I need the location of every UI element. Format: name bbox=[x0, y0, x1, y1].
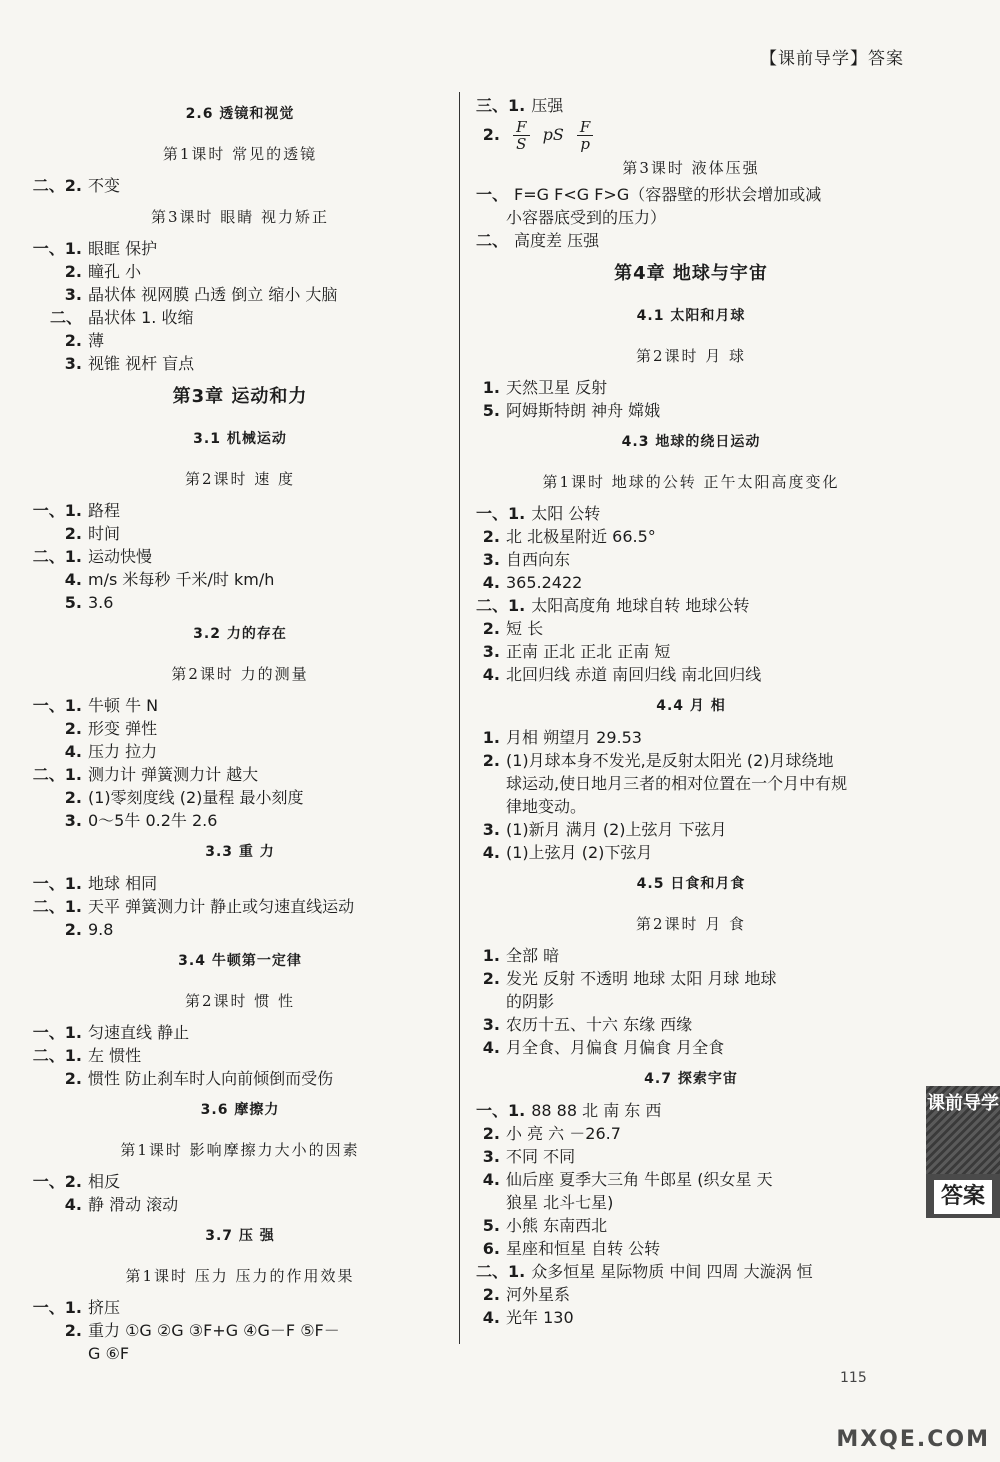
item-number: 2. bbox=[482, 619, 500, 638]
answer-line bbox=[476, 772, 906, 795]
item-number: 2. bbox=[482, 527, 500, 546]
answer-line bbox=[30, 545, 450, 568]
item-answer: 正南 正北 正北 正南 短 bbox=[506, 642, 671, 661]
item-number: 5. bbox=[482, 401, 500, 420]
item-answer: 重力 ①G ②G ③F+G ④G－F ⑤F－ bbox=[88, 1321, 340, 1340]
item-number: 2. bbox=[64, 524, 82, 543]
item-number: 二、1. bbox=[32, 897, 82, 916]
answer-line bbox=[476, 1145, 906, 1168]
page-number: 115 bbox=[840, 1370, 867, 1386]
item-number: 4. bbox=[482, 1170, 500, 1189]
item-number: 3. bbox=[64, 811, 82, 830]
lesson-heading: 第2课时 速 度 bbox=[184, 470, 296, 488]
item-number: 6. bbox=[482, 1239, 500, 1258]
lesson-heading: 第2课时 月 球 bbox=[635, 347, 747, 365]
item-answer: 瞳孔 小 bbox=[88, 262, 142, 281]
answer-list bbox=[30, 694, 450, 832]
answer-line bbox=[30, 260, 450, 283]
answer-line bbox=[30, 809, 450, 832]
answer-line bbox=[30, 237, 450, 260]
lesson-heading: 第2课时 月 食 bbox=[635, 915, 747, 933]
item-number: 5. bbox=[64, 593, 82, 612]
answer-list bbox=[476, 944, 906, 1059]
chapter-heading: 第3章 运动和力 bbox=[172, 386, 308, 407]
answer-line bbox=[30, 786, 450, 809]
section-heading: 3.4 牛顿第一定律 bbox=[178, 953, 302, 969]
fraction: $\frac{F}{p}$ bbox=[577, 119, 593, 152]
left-column bbox=[30, 94, 450, 1365]
item-answer: 不同 不同 bbox=[506, 1147, 576, 1166]
item-number: 1. bbox=[482, 378, 500, 397]
item-answer: 路程 bbox=[88, 501, 121, 520]
answer-line bbox=[476, 990, 906, 1013]
answer-line bbox=[30, 1044, 450, 1067]
answer-list bbox=[476, 376, 906, 422]
answer-list bbox=[476, 183, 906, 252]
section-heading: 4.3 地球的绕日运动 bbox=[621, 434, 761, 450]
answer-line bbox=[30, 1296, 450, 1319]
item-answer: (1)零刻度线 (2)量程 最小刻度 bbox=[88, 788, 304, 807]
chapter-heading: 第4章 地球与宇宙 bbox=[614, 263, 768, 284]
item-answer: 3.6 bbox=[88, 593, 114, 612]
section-heading: 3.7 压 强 bbox=[205, 1228, 275, 1244]
answer-list bbox=[30, 237, 450, 375]
answer-line bbox=[476, 1306, 906, 1329]
item-answer: m/s 米每秒 千米/时 km/h bbox=[88, 570, 275, 589]
item-answer: 律地变动。 bbox=[506, 797, 587, 816]
item-number: 5. bbox=[482, 1216, 500, 1235]
item-answer: (1)上弦月 (2)下弦月 bbox=[506, 843, 653, 862]
item-number: 一、1. bbox=[32, 696, 82, 715]
answer-line bbox=[30, 591, 450, 614]
answer-line bbox=[476, 1036, 906, 1059]
item-number: 4. bbox=[482, 843, 500, 862]
item-answer: 小熊 东南西北 bbox=[506, 1216, 608, 1235]
answer-line bbox=[30, 352, 450, 375]
formula-line: 2. $\frac{F}{S}$ pS $\frac{F}{p}$ bbox=[476, 117, 906, 153]
answer-line bbox=[476, 229, 906, 252]
item-answer: 运动快慢 bbox=[88, 547, 153, 566]
item-number: 3. bbox=[482, 550, 500, 569]
item-number: 二、1. bbox=[476, 1262, 526, 1281]
answer-line bbox=[30, 1021, 450, 1044]
answer-line bbox=[30, 522, 450, 545]
item-number: 2. bbox=[64, 331, 82, 350]
item-answer: 阿姆斯特朗 神舟 嫦娥 bbox=[506, 401, 661, 420]
answer-line bbox=[476, 726, 906, 749]
item-answer: 9.8 bbox=[88, 920, 114, 939]
item-number: 一、 bbox=[476, 185, 509, 204]
item-answer: 薄 bbox=[88, 331, 105, 350]
item-number: 一、1. bbox=[476, 1101, 526, 1120]
answer-line bbox=[30, 763, 450, 786]
fraction: $\frac{F}{S}$ bbox=[513, 119, 529, 152]
lesson-heading: 第3课时 眼睛 视力矫正 bbox=[150, 208, 330, 226]
answer-line bbox=[30, 283, 450, 306]
answer-line bbox=[476, 749, 906, 772]
side-tab-title: 课前导学 bbox=[926, 1086, 1000, 1174]
answer-line bbox=[30, 1067, 450, 1090]
side-tab-label: 答案 bbox=[934, 1180, 992, 1214]
answer-line bbox=[476, 795, 906, 818]
item-answer: 星座和恒星 自转 公转 bbox=[506, 1239, 661, 1258]
answer-line: 二、2. 不变 bbox=[32, 176, 121, 195]
answer-line bbox=[30, 694, 450, 717]
item-number: 二、1. bbox=[32, 1046, 82, 1065]
item-number: 1. bbox=[482, 946, 500, 965]
answer-list bbox=[30, 1021, 450, 1090]
section-heading: 3.3 重 力 bbox=[205, 844, 275, 860]
item-answer: 光年 130 bbox=[506, 1308, 574, 1327]
answer-line bbox=[476, 399, 906, 422]
answer-line bbox=[476, 944, 906, 967]
lesson-heading: 第1课时 影响摩擦力大小的因素 bbox=[120, 1141, 360, 1159]
answer-line bbox=[476, 967, 906, 990]
answer-line bbox=[476, 1168, 906, 1191]
answer-line bbox=[476, 1122, 906, 1145]
answer-line bbox=[476, 640, 906, 663]
answer-line bbox=[476, 206, 906, 229]
item-answer: 仙后座 夏季大三角 牛郎星 (织女星 天 bbox=[506, 1170, 773, 1189]
answer-line bbox=[476, 594, 906, 617]
answer-line bbox=[30, 895, 450, 918]
item-number: 一、1. bbox=[32, 239, 82, 258]
item-number: 二、1. bbox=[476, 596, 526, 615]
section-heading: 4.5 日食和月食 bbox=[636, 876, 746, 892]
item-answer: 自西向东 bbox=[506, 550, 571, 569]
item-answer: 晶状体 视网膜 凸透 倒立 缩小 大脑 bbox=[88, 285, 338, 304]
item-number: 4. bbox=[64, 742, 82, 761]
item-number: 4. bbox=[482, 1038, 500, 1057]
answer-list bbox=[30, 872, 450, 941]
answer-list bbox=[30, 1296, 450, 1365]
side-tab bbox=[926, 1086, 1000, 1218]
item-answer: F=G F<G F>G（容器壁的形状会增加或减 bbox=[514, 185, 822, 204]
item-answer: 0～5牛 0.2牛 2.6 bbox=[88, 811, 218, 830]
item-answer: G ⑥F bbox=[88, 1344, 130, 1363]
answer-line bbox=[476, 571, 906, 594]
section-heading: 3.1 机械运动 bbox=[193, 431, 287, 447]
answer-line bbox=[30, 306, 450, 329]
item-number: 2. bbox=[64, 788, 82, 807]
item-answer: 农历十五、十六 东缘 西缘 bbox=[506, 1015, 693, 1034]
item-number: 一、1. bbox=[32, 874, 82, 893]
answer-line bbox=[476, 1099, 906, 1122]
answer-line bbox=[476, 617, 906, 640]
item-number: 二、 bbox=[476, 231, 509, 250]
watermark-logo: MXQE.COM bbox=[836, 1427, 990, 1452]
lesson-heading: 第1课时 地球的公转 正午太阳高度变化 bbox=[542, 473, 840, 491]
page-header: 【课前导学】答案 bbox=[760, 49, 904, 69]
answer-list bbox=[476, 1099, 906, 1329]
answer-line bbox=[476, 1214, 906, 1237]
item-number: 一、1. bbox=[32, 501, 82, 520]
item-number: 二、 bbox=[49, 308, 82, 327]
answer-line bbox=[30, 568, 450, 591]
answer-line bbox=[476, 841, 906, 864]
item-answer: 天然卫星 反射 bbox=[506, 378, 608, 397]
answer-list bbox=[30, 499, 450, 614]
item-number: 二、1. bbox=[32, 547, 82, 566]
answer-line bbox=[476, 502, 906, 525]
item-answer: 月相 朔望月 29.53 bbox=[506, 728, 642, 747]
item-number: 2. bbox=[482, 1124, 500, 1143]
item-answer: 时间 bbox=[88, 524, 121, 543]
item-answer: (1)月球本身不发光,是反射太阳光 (2)月球绕地 bbox=[506, 751, 834, 770]
answer-line bbox=[476, 548, 906, 571]
item-number: 一、1. bbox=[476, 504, 526, 523]
answer-line bbox=[476, 1260, 906, 1283]
item-number: 3. bbox=[64, 354, 82, 373]
item-answer: 北回归线 赤道 南回归线 南北回归线 bbox=[506, 665, 762, 684]
item-number: 1. bbox=[482, 728, 500, 747]
item-answer: 短 长 bbox=[506, 619, 544, 638]
lesson-heading: 第1课时 常见的透镜 bbox=[162, 145, 318, 163]
answer-line bbox=[476, 376, 906, 399]
answer-line bbox=[30, 1170, 450, 1193]
answer-line bbox=[30, 499, 450, 522]
item-number: 3. bbox=[482, 820, 500, 839]
answer-line bbox=[476, 1283, 906, 1306]
answer-line bbox=[30, 872, 450, 895]
item-answer: 球运动,使日地月三者的相对位置在一个月中有规 bbox=[506, 774, 848, 793]
item-number: 2. bbox=[64, 1069, 82, 1088]
answer-line bbox=[30, 1319, 450, 1342]
item-answer: 视锥 视杆 盲点 bbox=[88, 354, 195, 373]
item-number: 2. bbox=[64, 920, 82, 939]
item-answer: 河外星系 bbox=[506, 1285, 571, 1304]
item-answer: 高度差 压强 bbox=[514, 231, 600, 250]
lesson-heading: 第1课时 压力 压力的作用效果 bbox=[125, 1267, 355, 1285]
item-number: 2. bbox=[482, 751, 500, 770]
item-number: 4. bbox=[482, 665, 500, 684]
item-number: 一、1. bbox=[32, 1023, 82, 1042]
item-answer: 测力计 弹簧测力计 越大 bbox=[88, 765, 259, 784]
answer-line bbox=[476, 663, 906, 686]
item-answer: 全部 暗 bbox=[506, 946, 560, 965]
item-answer: 眼眶 保护 bbox=[88, 239, 158, 258]
item-answer: 88 88 北 南 东 西 bbox=[531, 1101, 662, 1120]
item-number: 二、1. bbox=[32, 765, 82, 784]
item-answer: 365.2422 bbox=[506, 573, 583, 592]
answer-list bbox=[476, 502, 906, 686]
item-answer: 的阴影 bbox=[506, 992, 555, 1011]
item-answer: 天平 弹簧测力计 静止或匀速直线运动 bbox=[88, 897, 355, 916]
item-answer: 左 惯性 bbox=[88, 1046, 142, 1065]
item-number: 2. bbox=[482, 1285, 500, 1304]
answer-line bbox=[30, 717, 450, 740]
item-number: 一、1. bbox=[32, 1298, 82, 1317]
item-answer: 太阳高度角 地球自转 地球公转 bbox=[531, 596, 750, 615]
answer-line bbox=[476, 1191, 906, 1214]
section-heading: 3.6 摩擦力 bbox=[200, 1102, 280, 1118]
item-number: 4. bbox=[64, 1195, 82, 1214]
section-heading: 2.6 透镜和视觉 bbox=[185, 106, 295, 122]
item-number: 2. bbox=[482, 969, 500, 988]
lesson-heading: 第2课时 力的测量 bbox=[171, 665, 309, 683]
answer-line bbox=[476, 183, 906, 206]
answer-line bbox=[30, 740, 450, 763]
item-number: 4. bbox=[482, 573, 500, 592]
item-answer: 牛顿 牛 N bbox=[88, 696, 159, 715]
item-number: 2. bbox=[64, 262, 82, 281]
answer-line bbox=[476, 525, 906, 548]
section-heading: 4.7 探索宇宙 bbox=[644, 1071, 738, 1087]
item-answer: 相反 bbox=[88, 1172, 121, 1191]
item-answer: 小 亮 六 －26.7 bbox=[506, 1124, 621, 1143]
item-answer: 挤压 bbox=[88, 1298, 121, 1317]
lesson-heading: 第2课时 惯 性 bbox=[184, 992, 296, 1010]
section-heading: 4.4 月 相 bbox=[656, 698, 726, 714]
item-answer: 狼星 北斗七星) bbox=[506, 1193, 614, 1212]
answer-line bbox=[30, 329, 450, 352]
item-number: 4. bbox=[64, 570, 82, 589]
answer-line bbox=[476, 1013, 906, 1036]
column-divider bbox=[459, 92, 460, 1344]
item-answer: 地球 相同 bbox=[88, 874, 158, 893]
answer-line bbox=[476, 818, 906, 841]
item-number: 2. bbox=[64, 719, 82, 738]
item-answer: 发光 反射 不透明 地球 太阳 月球 地球 bbox=[506, 969, 777, 988]
item-answer: 小容器底受到的压力） bbox=[506, 208, 667, 227]
item-answer: 匀速直线 静止 bbox=[88, 1023, 190, 1042]
answer-line bbox=[30, 1193, 450, 1216]
item-answer: 北 北极星附近 66.5° bbox=[506, 527, 656, 546]
item-answer: 月全食、月偏食 月偏食 月全食 bbox=[506, 1038, 725, 1057]
item-number: 2. bbox=[64, 1321, 82, 1340]
answer-list bbox=[30, 1170, 450, 1216]
item-number: 3. bbox=[482, 1147, 500, 1166]
item-answer: 压力 拉力 bbox=[88, 742, 158, 761]
item-number: 一、2. bbox=[32, 1172, 82, 1191]
answer-list bbox=[476, 726, 906, 864]
section-heading: 4.1 太阳和月球 bbox=[636, 308, 746, 324]
item-number: 3. bbox=[482, 642, 500, 661]
item-number: 4. bbox=[482, 1308, 500, 1327]
section-heading: 3.2 力的存在 bbox=[193, 626, 287, 642]
answer-line: 三、1. 压强 bbox=[476, 96, 564, 115]
answer-line bbox=[30, 1342, 450, 1365]
answer-line bbox=[30, 918, 450, 941]
item-number: 3. bbox=[64, 285, 82, 304]
item-answer: 形变 弹性 bbox=[88, 719, 158, 738]
item-answer: 静 滑动 滚动 bbox=[88, 1195, 179, 1214]
item-number: 3. bbox=[482, 1015, 500, 1034]
item-answer: 众多恒星 星际物质 中间 四周 大漩涡 恒 bbox=[531, 1262, 813, 1281]
lesson-heading: 第3课时 液体压强 bbox=[622, 159, 760, 177]
right-column bbox=[476, 94, 906, 1329]
item-answer: 惯性 防止刹车时人向前倾倒而受伤 bbox=[88, 1069, 334, 1088]
item-answer: 晶状体 1. 收缩 bbox=[88, 308, 194, 327]
item-answer: 太阳 公转 bbox=[531, 504, 601, 523]
item-answer: (1)新月 满月 (2)上弦月 下弦月 bbox=[506, 820, 727, 839]
answer-line bbox=[476, 1237, 906, 1260]
